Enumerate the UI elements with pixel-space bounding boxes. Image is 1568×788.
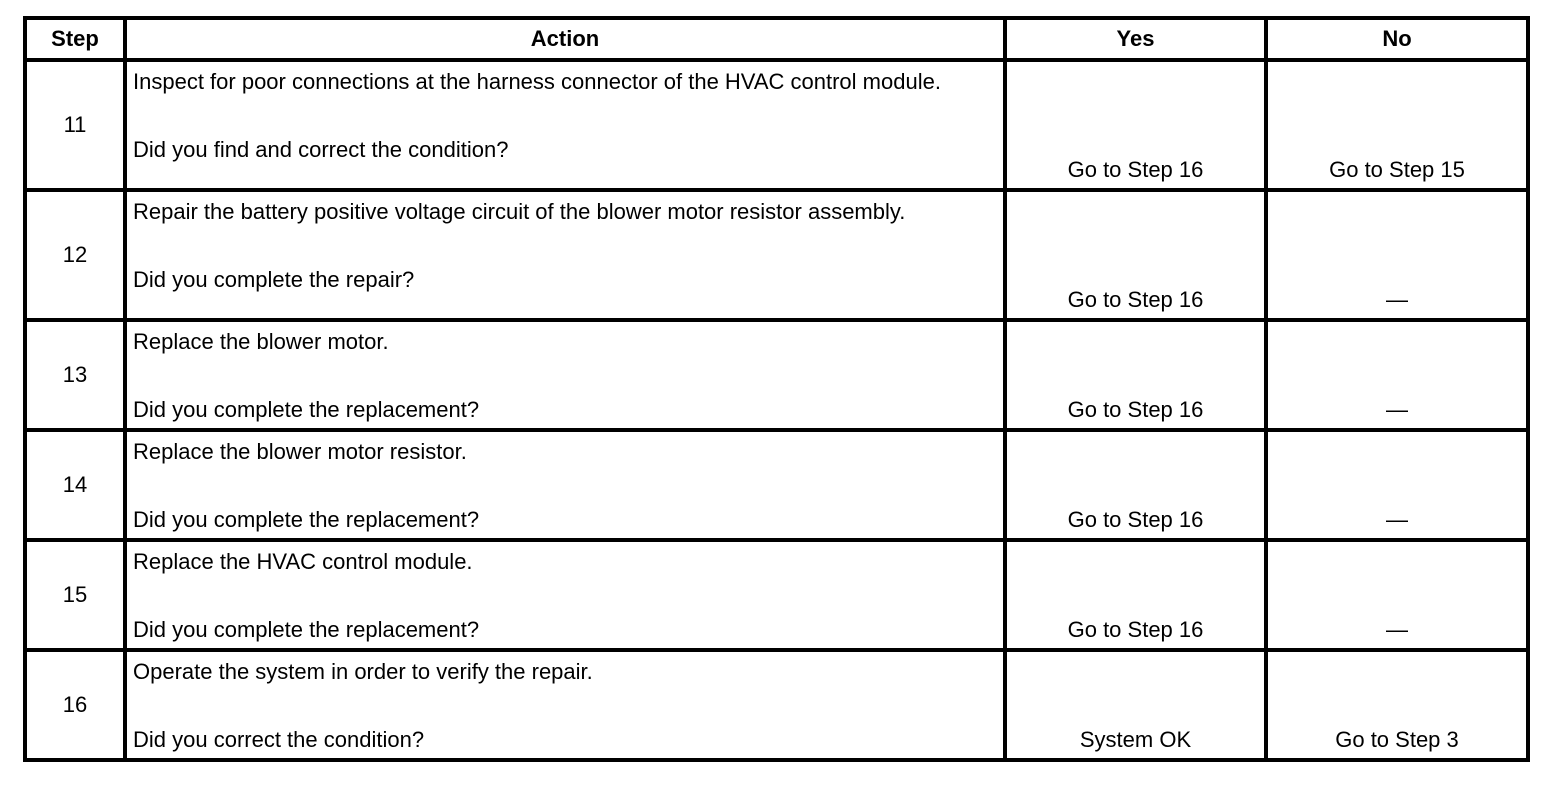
action-question: Did you complete the replacement?	[133, 617, 480, 642]
action-cell	[125, 540, 1005, 650]
step-number: 14	[25, 430, 125, 540]
no-result: Go to Step 3	[1266, 650, 1528, 760]
action-instruction: Replace the HVAC control module.	[133, 549, 473, 574]
yes-result: Go to Step 16	[1005, 190, 1266, 320]
yes-result: Go to Step 16	[1005, 320, 1266, 430]
action-question: Did you correct the condition?	[133, 727, 425, 752]
table-body	[25, 60, 1528, 760]
action-cell	[125, 320, 1005, 430]
action-cell	[125, 190, 1005, 320]
header-step: Step	[25, 18, 125, 60]
action-question: Did you complete the repair?	[133, 267, 415, 292]
header-no: No	[1266, 18, 1528, 60]
step-number: 16	[25, 650, 125, 760]
header-action: Action	[125, 18, 1005, 60]
action-cell	[125, 60, 1005, 190]
action-instruction: Replace the blower motor.	[133, 329, 389, 354]
header-row	[25, 18, 1528, 60]
no-result: —	[1266, 540, 1528, 650]
action-instruction: Operate the system in order to verify the repair.	[133, 659, 593, 684]
action-instruction: Repair the battery positive voltage circuit of the blower motor resistor assembly.	[133, 199, 906, 224]
table-row	[25, 60, 1528, 190]
header-yes: Yes	[1005, 18, 1266, 60]
table-header	[25, 18, 1528, 60]
step-number: 11	[25, 60, 125, 190]
no-result: —	[1266, 190, 1528, 320]
no-result: Go to Step 15	[1266, 60, 1528, 190]
step-number: 12	[25, 190, 125, 320]
table-row	[25, 190, 1528, 320]
yes-result: Go to Step 16	[1005, 430, 1266, 540]
step-number: 15	[25, 540, 125, 650]
diagnostic-table	[23, 16, 1530, 762]
action-cell	[125, 430, 1005, 540]
table-row	[25, 430, 1528, 540]
table-row	[25, 540, 1528, 650]
step-number: 13	[25, 320, 125, 430]
action-question: Did you complete the replacement?	[133, 397, 480, 422]
table-row	[25, 320, 1528, 430]
table-row	[25, 650, 1528, 760]
action-instruction: Inspect for poor connections at the harness connector of the HVAC control module.	[133, 69, 941, 94]
action-cell	[125, 650, 1005, 760]
no-result: —	[1266, 430, 1528, 540]
action-question: Did you complete the replacement?	[133, 507, 480, 532]
action-question: Did you find and correct the condition?	[133, 137, 509, 162]
no-result: —	[1266, 320, 1528, 430]
yes-result: System OK	[1005, 650, 1266, 760]
yes-result: Go to Step 16	[1005, 540, 1266, 650]
yes-result: Go to Step 16	[1005, 60, 1266, 190]
action-instruction: Replace the blower motor resistor.	[133, 439, 467, 464]
